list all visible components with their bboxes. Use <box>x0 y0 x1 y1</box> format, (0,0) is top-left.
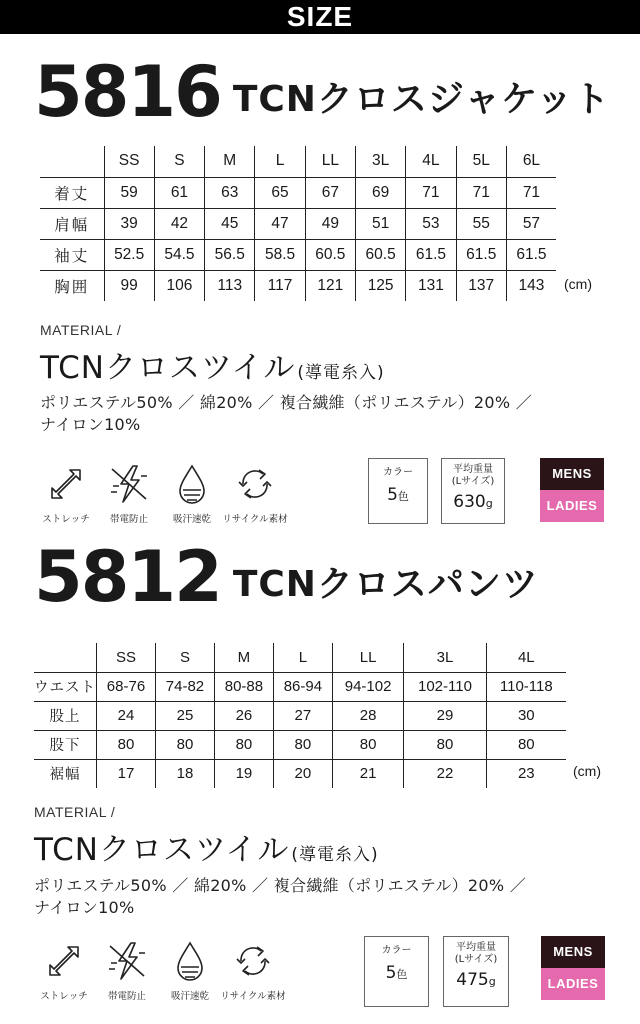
table-cell: 24 <box>97 701 156 730</box>
table-cell: 27 <box>273 701 332 730</box>
table-row <box>34 730 566 759</box>
color-value-wrap <box>369 485 427 505</box>
row-label: 裾幅 <box>34 759 97 788</box>
row-label: 胸囲 <box>40 270 104 301</box>
size-header: LL <box>332 643 403 672</box>
material-label: MATERIAL / <box>34 804 116 820</box>
size-header: 4L <box>406 146 456 177</box>
product-name: TCNクロスジャケット <box>232 79 611 120</box>
table-cell: 71 <box>456 177 506 208</box>
antistatic-icon <box>105 939 149 983</box>
weight-label-line: 平均重量 <box>456 942 496 953</box>
product-title <box>34 537 539 617</box>
table-cell: 68-76 <box>97 672 156 701</box>
color-value: 5 <box>387 485 398 505</box>
weight-label-line: (Lサイズ) <box>454 954 498 965</box>
gender-badge <box>540 458 604 522</box>
size-header: SS <box>104 146 154 177</box>
size-header: 3L <box>355 146 405 177</box>
composition-line: ポリエステル50% ／ 綿20% ／ 複合繊維（ポリエステル）20% ／ <box>40 393 533 412</box>
table-cell: 80-88 <box>214 672 273 701</box>
mens-badge: MENS <box>541 936 605 968</box>
table-cell: 80 <box>155 730 214 759</box>
table-cell: 71 <box>506 177 556 208</box>
size-banner: SIZE <box>0 0 640 34</box>
table-cell: 80 <box>273 730 332 759</box>
table-cell: 29 <box>404 701 486 730</box>
table-cell: 99 <box>104 270 154 301</box>
table-cell: 49 <box>305 208 355 239</box>
table-cell: 69 <box>355 177 405 208</box>
table-cell: 25 <box>155 701 214 730</box>
table-cell: 57 <box>506 208 556 239</box>
weight-value-wrap <box>442 492 504 512</box>
size-header: 3L <box>404 643 486 672</box>
color-count-box <box>368 458 428 524</box>
feature-label: ストレッチ <box>42 514 90 525</box>
table-cell: 61 <box>154 177 204 208</box>
table-cell: 131 <box>406 270 456 301</box>
table-cell: 47 <box>255 208 305 239</box>
weight-label-line: 平均重量 <box>453 464 493 475</box>
composition-line: ナイロン10% <box>40 415 141 434</box>
size-header: 4L <box>486 643 566 672</box>
table-row <box>40 270 556 301</box>
unit-label: (cm) <box>564 276 592 292</box>
weight-unit: g <box>485 497 493 510</box>
feature-label: 吸汗速乾 <box>172 514 211 525</box>
weight-label <box>442 464 504 488</box>
feature-icons <box>36 462 288 525</box>
size-header: 5L <box>456 146 506 177</box>
table-cell: 67 <box>305 177 355 208</box>
table-cell: 106 <box>154 270 204 301</box>
size-header: M <box>205 146 255 177</box>
product-name: TCNクロスパンツ <box>232 564 539 605</box>
material-label: MATERIAL / <box>40 322 122 338</box>
table-row <box>34 759 566 788</box>
table-cell: 53 <box>406 208 456 239</box>
table-cell: 61.5 <box>506 239 556 270</box>
table-cell: 42 <box>154 208 204 239</box>
weight-label <box>444 942 508 966</box>
feature-label: リサイクル素材 <box>220 991 286 1002</box>
table-cell: 22 <box>404 759 486 788</box>
table-cell: 117 <box>255 270 305 301</box>
ladies-badge: LADIES <box>540 490 604 522</box>
table-cell: 54.5 <box>154 239 204 270</box>
table-cell: 55 <box>456 208 506 239</box>
composition <box>34 875 526 919</box>
product-title <box>34 52 610 132</box>
table-cell: 23 <box>486 759 566 788</box>
row-label: 股上 <box>34 701 97 730</box>
color-count-box <box>364 936 429 1007</box>
size-header-row <box>34 643 566 672</box>
sweat-dry-icon <box>170 462 214 506</box>
table-cell: 58.5 <box>255 239 305 270</box>
table-cell: 65 <box>255 177 305 208</box>
fabric <box>34 824 379 869</box>
weight-box <box>443 936 509 1007</box>
table-cell: 74-82 <box>155 672 214 701</box>
table-cell: 61.5 <box>406 239 456 270</box>
feature-label: リサイクル素材 <box>222 514 288 525</box>
feature-stretch <box>34 939 94 1002</box>
weight-unit: g <box>488 975 496 988</box>
table-cell: 61.5 <box>456 239 506 270</box>
antistatic-icon <box>107 462 151 506</box>
feature-antistatic <box>99 462 159 525</box>
corner-cell <box>40 146 104 177</box>
size-header: LL <box>305 146 355 177</box>
size-header: S <box>154 146 204 177</box>
table-cell: 71 <box>406 177 456 208</box>
stretch-icon <box>42 939 86 983</box>
table-cell: 80 <box>404 730 486 759</box>
table-row <box>34 672 566 701</box>
gender-badge <box>541 936 605 1000</box>
table-cell: 28 <box>332 701 403 730</box>
sweat-dry-icon <box>168 939 212 983</box>
size-header: S <box>155 643 214 672</box>
table-cell: 80 <box>97 730 156 759</box>
color-unit: 色 <box>397 490 409 503</box>
fabric-name: TCNクロスツイル <box>34 832 290 868</box>
size-header: M <box>214 643 273 672</box>
row-label: 着丈 <box>40 177 104 208</box>
feature-label: ストレッチ <box>40 991 88 1002</box>
size-header: L <box>255 146 305 177</box>
composition-line: ナイロン10% <box>34 898 135 917</box>
size-table <box>40 146 556 301</box>
recycle-icon <box>231 939 275 983</box>
mens-badge: MENS <box>540 458 604 490</box>
feature-recycle <box>220 939 286 1002</box>
table-cell: 86-94 <box>273 672 332 701</box>
fabric-name: TCNクロスツイル <box>40 350 296 386</box>
recycle-icon <box>233 462 277 506</box>
table-cell: 60.5 <box>305 239 355 270</box>
weight-value-wrap <box>444 970 508 990</box>
table-cell: 21 <box>332 759 403 788</box>
feature-icons <box>34 939 286 1002</box>
table-row <box>40 208 556 239</box>
table-cell: 110-118 <box>486 672 566 701</box>
table-cell: 20 <box>273 759 332 788</box>
weight-value: 630 <box>453 492 486 512</box>
composition-line: ポリエステル50% ／ 綿20% ／ 複合繊維（ポリエステル）20% ／ <box>34 876 527 895</box>
table-cell: 56.5 <box>205 239 255 270</box>
weight-label-line: (Lサイズ) <box>451 476 495 487</box>
feature-sweat-dry <box>162 462 222 525</box>
table-cell: 18 <box>155 759 214 788</box>
size-header-row <box>40 146 556 177</box>
size-header: L <box>273 643 332 672</box>
color-label: カラー <box>383 467 413 478</box>
table-cell: 80 <box>486 730 566 759</box>
row-label: ウエスト <box>34 672 97 701</box>
table-cell: 52.5 <box>104 239 154 270</box>
table-cell: 17 <box>97 759 156 788</box>
feature-stretch <box>36 462 96 525</box>
table-cell: 60.5 <box>355 239 405 270</box>
weight-box <box>441 458 505 524</box>
corner-cell <box>34 643 97 672</box>
color-value: 5 <box>385 963 397 983</box>
feature-label: 吸汗速乾 <box>170 991 209 1002</box>
color-label: カラー <box>381 945 412 956</box>
table-cell: 113 <box>205 270 255 301</box>
table-cell: 59 <box>104 177 154 208</box>
color-value-wrap <box>365 963 428 983</box>
table-cell: 51 <box>355 208 405 239</box>
table-cell: 80 <box>332 730 403 759</box>
row-label: 肩幅 <box>40 208 104 239</box>
ladies-badge: LADIES <box>541 968 605 1000</box>
fabric <box>40 342 385 387</box>
feature-antistatic <box>97 939 157 1002</box>
table-cell: 45 <box>205 208 255 239</box>
table-cell: 80 <box>214 730 273 759</box>
table-cell: 39 <box>104 208 154 239</box>
table-cell: 26 <box>214 701 273 730</box>
feature-label: 帯電防止 <box>109 514 148 525</box>
table-cell: 121 <box>305 270 355 301</box>
table-cell: 63 <box>205 177 255 208</box>
fabric-note: (導電糸入) <box>297 363 385 383</box>
row-label: 袖丈 <box>40 239 104 270</box>
feature-recycle <box>222 462 288 525</box>
model-number: 5812 <box>34 536 221 618</box>
color-unit: 色 <box>396 968 408 981</box>
fabric-note: (導電糸入) <box>291 845 379 865</box>
table-cell: 137 <box>456 270 506 301</box>
unit-label: (cm) <box>573 763 601 779</box>
composition <box>40 392 532 436</box>
model-number: 5816 <box>34 51 221 133</box>
stretch-icon <box>44 462 88 506</box>
feature-label: 帯電防止 <box>107 991 146 1002</box>
table-cell: 102-110 <box>404 672 486 701</box>
table-row <box>34 701 566 730</box>
row-label: 股下 <box>34 730 97 759</box>
table-cell: 125 <box>355 270 405 301</box>
size-table <box>34 643 566 788</box>
size-header: SS <box>97 643 156 672</box>
table-row <box>40 177 556 208</box>
feature-sweat-dry <box>160 939 220 1002</box>
weight-value: 475 <box>456 970 489 990</box>
table-cell: 30 <box>486 701 566 730</box>
table-cell: 94-102 <box>332 672 403 701</box>
table-cell: 19 <box>214 759 273 788</box>
table-cell: 143 <box>506 270 556 301</box>
table-row <box>40 239 556 270</box>
size-header: 6L <box>506 146 556 177</box>
